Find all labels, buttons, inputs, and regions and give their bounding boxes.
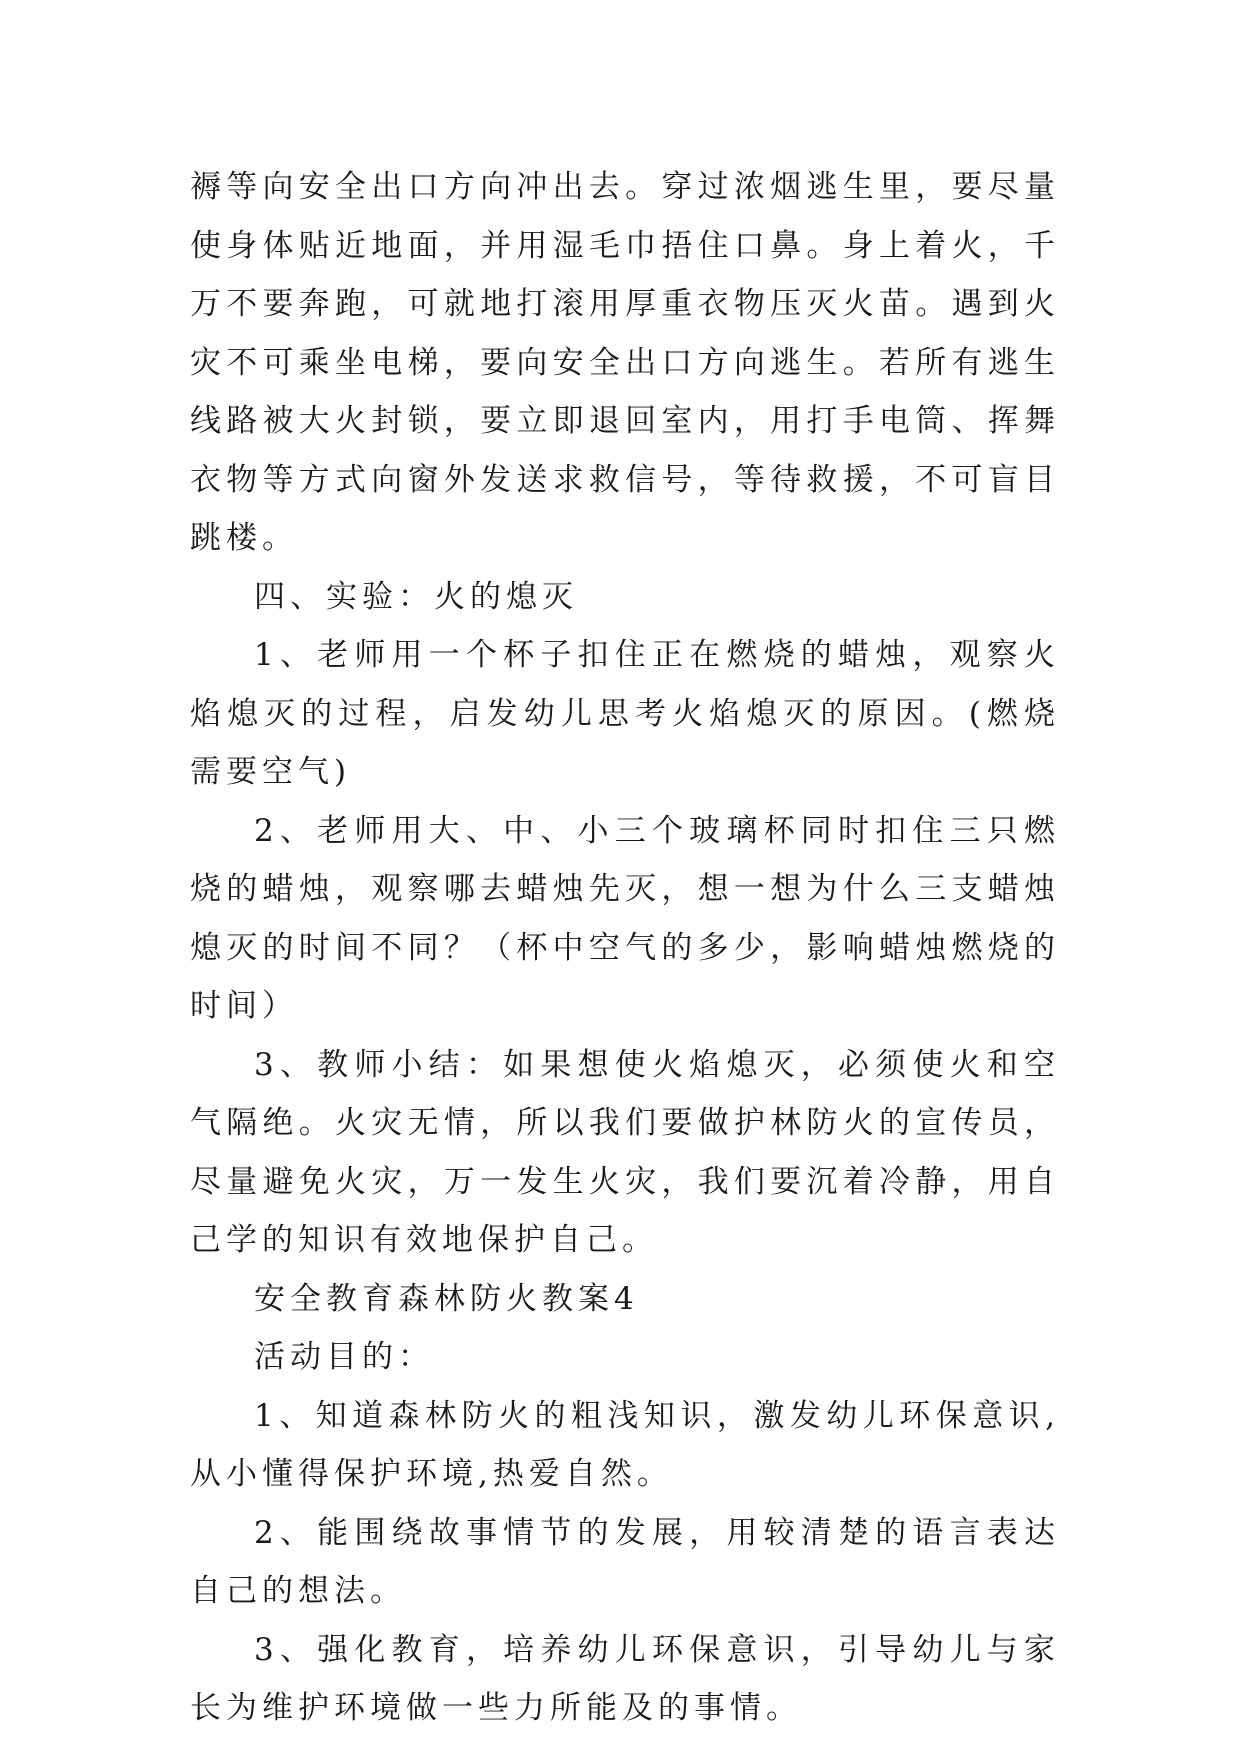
goal-item-2: 2、能围绕故事情节的发展，用较清楚的语言表达自己的想法。	[190, 1514, 1060, 1609]
paragraph-experiment-1: 1、老师用一个杯子扣住正在燃烧的蜡烛，观察火焰熄灭的过程，启发幼儿思考火焰熄灭的原因。(燃烧需要空气)	[190, 637, 1060, 790]
paragraph-escape-tips: 褥等向安全出口方向冲出去。穿过浓烟逃生里，要尽量使身体贴近地面，并用湿毛巾捂住口鼻。身上着火，千万不要奔跑，可就地打滚用厚重衣物压灭火苗。遇到火灾不可乘坐电梯，要向安全出口方向逃生。若所有逃生线路被大火封锁，要立即退回室内，用打手电筒、挥舞衣物等方式向窗外发送求救信号，等待救援，不可盲目跳楼。	[190, 169, 1060, 556]
goal-item-3: 3、强化教育，培养幼儿环保意识，引导幼儿与家长为维护环境做一些力所能及的事情。	[190, 1631, 1060, 1726]
goal-item-1: 1、知道森林防火的粗浅知识，激发幼儿环保意识,从小懂得保护环境,热爱自然。	[190, 1397, 1060, 1492]
document-body	[190, 158, 1060, 1738]
paragraph-teacher-summary: 3、教师小结：如果想使火焰熄灭，必须使火和空气隔绝。火灾无情，所以我们要做护林防火的宣传员，尽量避免火灾，万一发生火灾，我们要沉着冷静，用自己学的知识有效地保护自己。	[190, 1046, 1060, 1258]
heading-activity-goals: 活动目的：	[254, 1339, 434, 1375]
section-title-lesson-4: 安全教育森林防火教案4	[254, 1280, 639, 1317]
paragraph-experiment-2: 2、老师用大、中、小三个玻璃杯同时扣住三只燃烧的蜡烛，观察哪去蜡烛先灭，想一想为什么三支蜡烛熄灭的时间不同？（杯中空气的多少，影响蜡烛燃烧的时间）	[190, 812, 1060, 1024]
heading-experiment: 四、实验：火的熄灭	[254, 578, 578, 615]
